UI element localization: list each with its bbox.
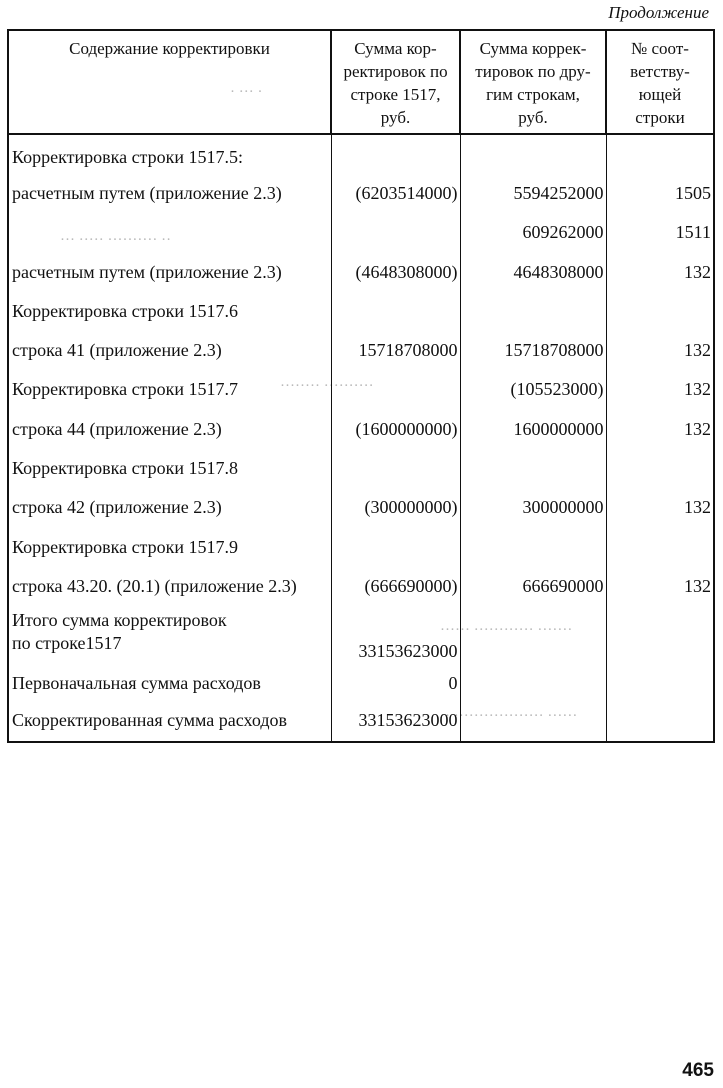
row-line-no: 1505 (606, 173, 714, 212)
initial-line-no (606, 664, 714, 703)
row-content: Корректировка строки 1517.9 (8, 527, 331, 566)
row-sum-1517 (331, 448, 460, 487)
row-line-no (606, 448, 714, 487)
row-sum-other: 300000000 (460, 488, 606, 527)
table-row (8, 134, 714, 173)
row-sum-other: 609262000 (460, 213, 606, 252)
initial-row (8, 664, 714, 703)
row-content: строка 42 (приложение 2.3) (8, 488, 331, 527)
header-content (8, 30, 331, 134)
row-line-no: 132 (606, 566, 714, 605)
header-sum-1517 (331, 30, 460, 134)
row-sum-other: 666690000 (460, 566, 606, 605)
table-row (8, 488, 714, 527)
row-sum-1517: (4648308000) (331, 252, 460, 291)
row-line-no: 1511 (606, 213, 714, 252)
row-content: Корректировка строки 1517.8 (8, 448, 331, 487)
row-sum-other (460, 134, 606, 173)
table-row (8, 566, 714, 605)
row-line-no (606, 527, 714, 566)
adjusted-row (8, 703, 714, 742)
row-sum-1517: (1600000000) (331, 409, 460, 448)
total-row (8, 606, 714, 664)
adjusted-sum-other (460, 703, 606, 742)
header-text: Содержание корректировки (69, 39, 270, 58)
header-text: Сумма кор- ректировок по строке 1517, руб. (343, 39, 448, 127)
total-sum-other (460, 606, 606, 664)
row-sum-1517 (331, 213, 460, 252)
total-label-line1: Итого сумма корректировок (12, 609, 227, 630)
row-content: строка 41 (приложение 2.3) (8, 330, 331, 369)
table-row (8, 409, 714, 448)
row-line-no: 132 (606, 488, 714, 527)
table-row (8, 173, 714, 212)
row-sum-1517: (6203514000) (331, 173, 460, 212)
row-content: расчетным путем (приложение 2.3) (8, 173, 331, 212)
row-sum-1517 (331, 527, 460, 566)
row-content: строка 44 (приложение 2.3) (8, 409, 331, 448)
bleed-through-mark: ··· ····· ·········· ·· (60, 232, 172, 248)
row-content: Корректировка строки 1517.5: (8, 134, 331, 173)
row-sum-other: 5594252000 (460, 173, 606, 212)
total-label-line2: по строке1517 (12, 632, 122, 653)
row-content: строка 43.20. (20.1) (приложение 2.3) (8, 566, 331, 605)
initial-sum-1517: 0 (331, 664, 460, 703)
row-content: Корректировка строки 1517.7 (8, 370, 331, 409)
page-number: 465 (682, 1060, 714, 1081)
row-sum-1517 (331, 291, 460, 330)
row-sum-other: 1600000000 (460, 409, 606, 448)
row-sum-other: (105523000) (460, 370, 606, 409)
initial-sum-other (460, 664, 606, 703)
row-sum-1517: (300000000) (331, 488, 460, 527)
corrections-table (7, 29, 715, 743)
row-sum-other (460, 448, 606, 487)
total-label (8, 606, 331, 664)
row-content (8, 213, 331, 252)
row-sum-other: 4648308000 (460, 252, 606, 291)
initial-label: Первоначальная сумма расходов (8, 664, 331, 703)
header-text: Сумма коррек- тировок по дру- гим строкам, руб. (475, 39, 591, 127)
table-row (8, 291, 714, 330)
bleed-through-mark: ········ ·········· (280, 378, 374, 394)
header-sum-other (460, 30, 606, 134)
bleed-through-mark: ·· ·················· ······ (440, 708, 578, 724)
total-sum-1517: 33153623000 (331, 606, 460, 664)
row-line-no (606, 291, 714, 330)
row-line-no: 132 (606, 370, 714, 409)
row-content: расчетным путем (приложение 2.3) (8, 252, 331, 291)
row-sum-other (460, 291, 606, 330)
adjusted-line-no (606, 703, 714, 742)
row-line-no: 132 (606, 409, 714, 448)
row-sum-1517: (666690000) (331, 566, 460, 605)
header-text: № соот- ветству- ющей строки (630, 39, 690, 127)
row-sum-1517 (331, 370, 460, 409)
row-sum-1517 (331, 134, 460, 173)
table-row (8, 527, 714, 566)
row-line-no: 132 (606, 252, 714, 291)
table-row (8, 370, 714, 409)
bleed-through-mark: ······ ············ ······· (440, 622, 573, 638)
row-sum-other (460, 527, 606, 566)
table-row (8, 448, 714, 487)
table-row (8, 213, 714, 252)
table-row (8, 252, 714, 291)
row-content: Корректировка строки 1517.6 (8, 291, 331, 330)
continuation-label: Продолжение (608, 3, 709, 22)
row-sum-1517: 15718708000 (331, 330, 460, 369)
header-line-no (606, 30, 714, 134)
row-line-no: 132 (606, 330, 714, 369)
row-sum-other: 15718708000 (460, 330, 606, 369)
adjusted-label: Скорректированная сумма расходов (8, 703, 331, 742)
table-header-row (8, 30, 714, 134)
adjusted-sum-1517: 33153623000 (331, 703, 460, 742)
total-line-no (606, 606, 714, 664)
row-line-no (606, 134, 714, 173)
table-row (8, 330, 714, 369)
bleed-through-mark: · ··· · (230, 84, 263, 100)
